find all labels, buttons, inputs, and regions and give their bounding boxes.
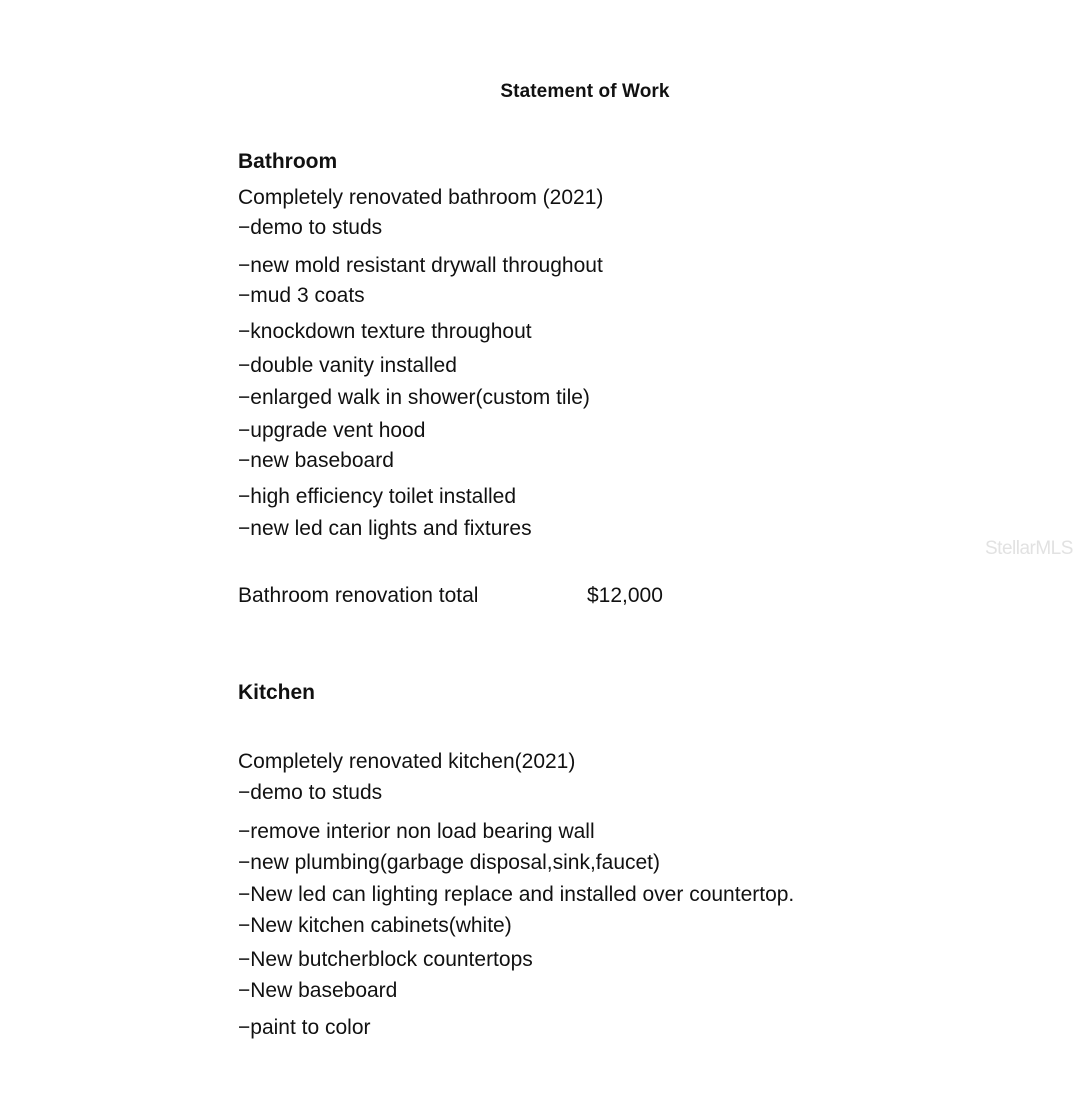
bathroom-item: −knockdown texture throughout [238,320,532,343]
bathroom-item: −enlarged walk in shower(custom tile) [238,386,590,409]
kitchen-item: −New baseboard [238,979,398,1002]
bathroom-item: −upgrade vent hood [238,419,426,442]
kitchen-item: −New kitchen cabinets(white) [238,914,512,937]
stellarmls-watermark: StellarMLS [985,538,1073,559]
bathroom-item: −double vanity installed [238,354,457,377]
bathroom-total-label: Bathroom renovation total [238,584,479,607]
kitchen-item: −New led can lighting replace and installed over countertop. [238,883,795,906]
kitchen-item: −new plumbing(garbage disposal,sink,faucet) [238,851,660,874]
kitchen-item: −remove interior non load bearing wall [238,820,595,843]
kitchen-item: −paint to color [238,1016,371,1039]
bathroom-item: −new mold resistant drywall throughout [238,254,603,277]
bathroom-item: −mud 3 coats [238,284,365,307]
kitchen-intro: Completely renovated kitchen(2021) [238,750,576,773]
bathroom-heading: Bathroom [238,150,338,173]
bathroom-item: −new baseboard [238,449,394,472]
bathroom-item: −new led can lights and fixtures [238,517,532,540]
document-title: Statement of Work [500,81,670,102]
kitchen-heading: Kitchen [238,681,316,704]
bathroom-total-value: $12,000 [587,584,663,607]
bathroom-item: −high efficiency toilet installed [238,485,517,508]
kitchen-item: −New butcherblock countertops [238,948,533,971]
kitchen-item: −demo to studs [238,781,383,804]
bathroom-intro: Completely renovated bathroom (2021) [238,186,604,209]
bathroom-item: −demo to studs [238,216,383,239]
